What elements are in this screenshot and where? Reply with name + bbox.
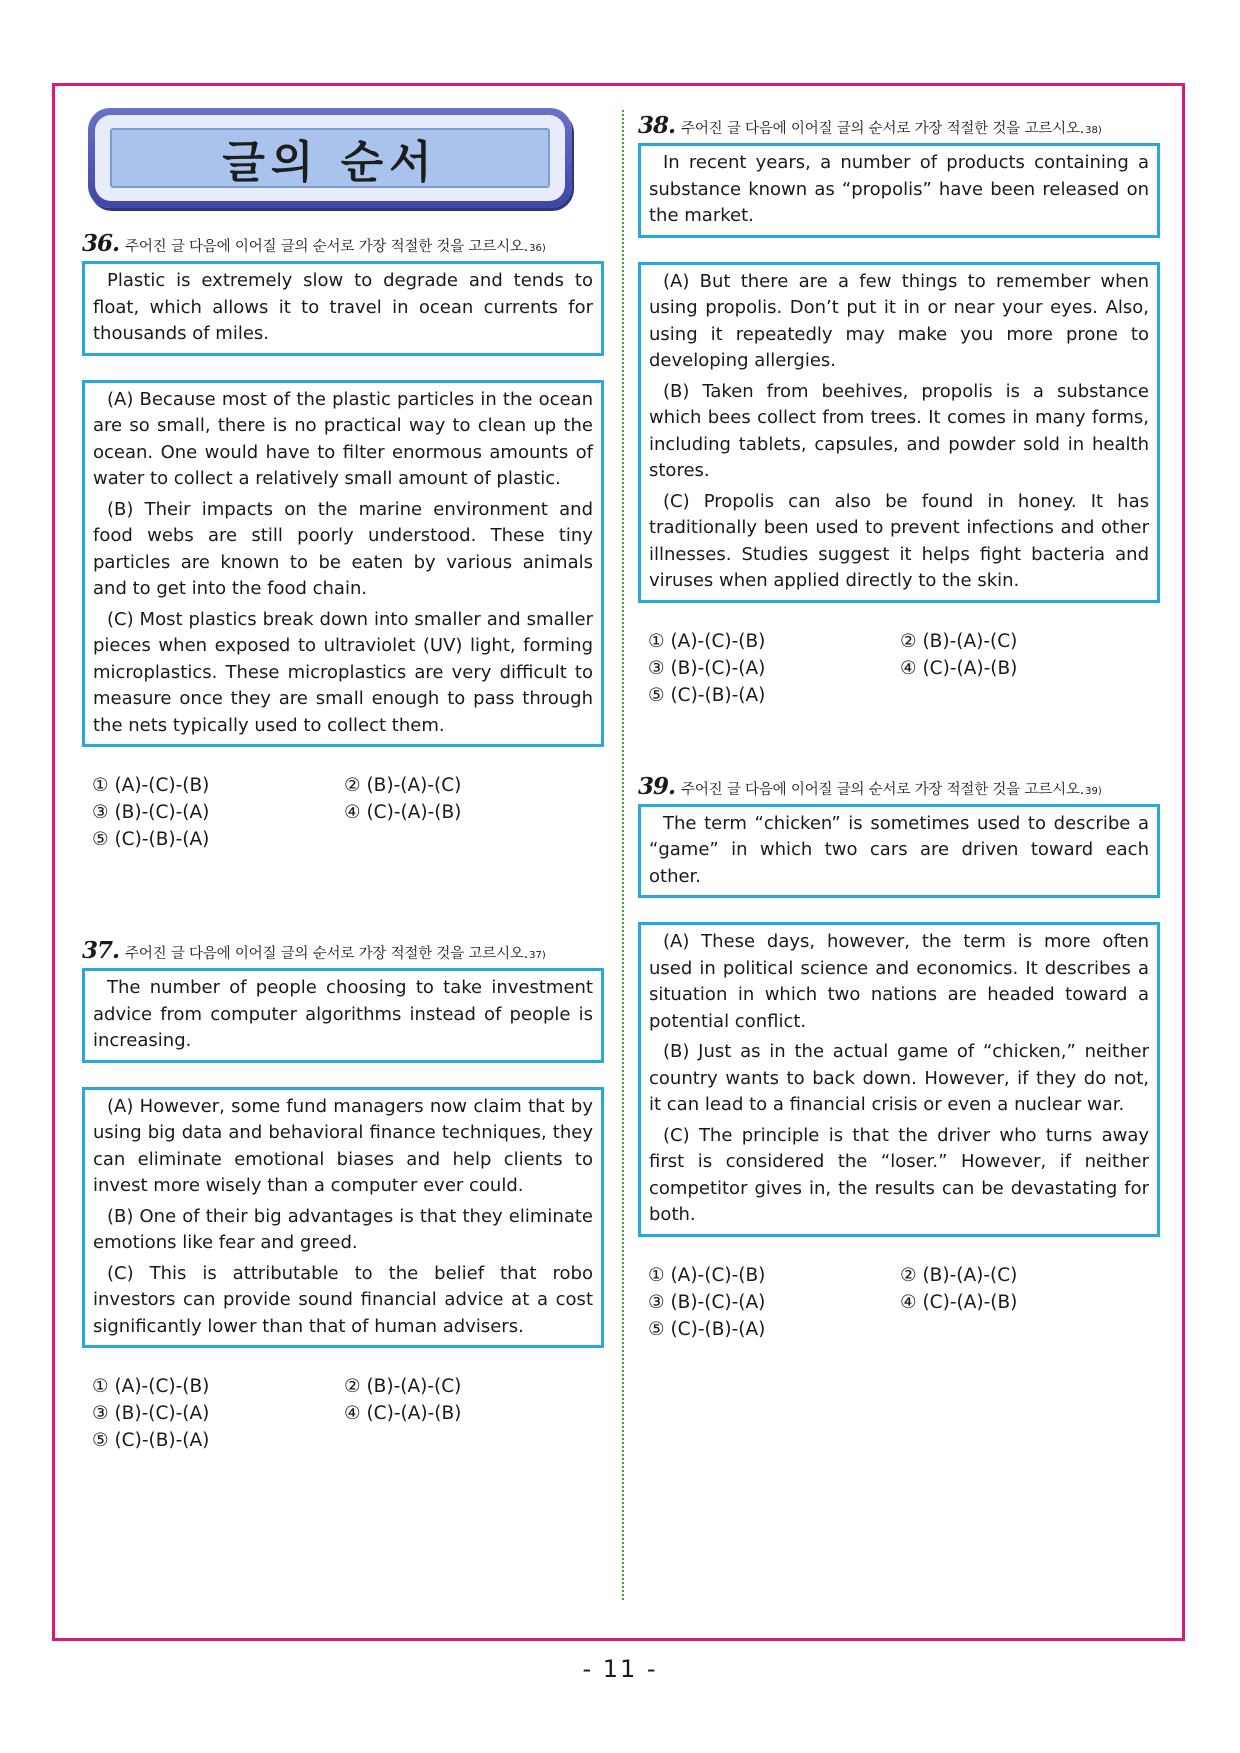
footnote-ref: 36): [529, 243, 546, 254]
choice-1[interactable]: ① (A)-(C)-(B): [648, 630, 766, 652]
intro-text: The term “chicken” is sometimes used to describe a “game” in which two cars are driven toward each other.: [649, 812, 1149, 887]
passages-box: [82, 380, 604, 748]
page-number: - 11 -: [582, 1655, 658, 1683]
choice-5[interactable]: ⑤ (C)-(B)-(A): [92, 829, 210, 850]
choice-4[interactable]: ④ (C)-(A)-(B): [900, 1291, 1018, 1313]
choice-5[interactable]: ⑤ (C)-(B)-(A): [648, 1318, 766, 1340]
passages-box: [82, 1087, 604, 1349]
passage-b: (B) One of their big advantages is that they eliminate emotions like fear and greed.: [93, 1205, 593, 1253]
choice-2[interactable]: ② (B)-(A)-(C): [900, 630, 1018, 652]
question-39: [638, 773, 1160, 1343]
passage-b: (B) Their impacts on the marine environment and food webs are still poorly understood. These tiny particles are known to be eaten by various animals and to get into the food chain.: [93, 498, 593, 599]
choice-3[interactable]: ③ (B)-(C)-(A): [92, 802, 210, 823]
answer-choices: [82, 1373, 604, 1454]
footnote-ref: 39): [1085, 785, 1102, 797]
passage-a: (A) But there are a few things to remember when using propolis. Don’t put it in or near your eyes. Also, using it repeatedly may make you more prone to developing allergies.: [649, 270, 1149, 371]
question-37: [82, 937, 604, 1454]
choice-1[interactable]: ① (A)-(C)-(B): [648, 1264, 766, 1286]
question-38: [638, 112, 1160, 709]
left-column: [82, 108, 604, 1454]
choice-5[interactable]: ⑤ (C)-(B)-(A): [92, 1430, 210, 1451]
passage-c: (C) The principle is that the driver who turns away first is considered the “loser.” However, if neither competitor gives in, the results can be devastating for both.: [649, 1124, 1149, 1225]
choice-2[interactable]: ② (B)-(A)-(C): [344, 1376, 462, 1397]
column-divider: [622, 110, 624, 1600]
question-instruction: 주어진 글 다음에 이어질 글의 순서로 가장 적절한 것을 고르시오.: [681, 121, 1085, 137]
question-number: 36.: [82, 230, 120, 257]
intro-text: Plastic is extremely slow to degrade and tends to float, which allows it to travel in ocean currents for thousands of miles.: [93, 270, 593, 344]
choice-5[interactable]: ⑤ (C)-(B)-(A): [648, 684, 766, 706]
choice-4[interactable]: ④ (C)-(A)-(B): [900, 657, 1018, 679]
passage-b: (B) Taken from beehives, propolis is a substance which bees collect from trees. It comes in many forms, including tablets, capsules, and powder sold in health stores.: [649, 380, 1149, 481]
choice-3[interactable]: ③ (B)-(C)-(A): [92, 1403, 210, 1424]
answer-choices: [638, 628, 1160, 709]
section-title-badge: [88, 108, 572, 208]
passage-a: (A) Because most of the plastic particles in the ocean are so small, there is no practical way to clean up the ocean. One would have to filter enormous amounts of water to collect a relatively small amount of plastic.: [93, 388, 593, 489]
intro-box: [82, 968, 604, 1063]
footnote-ref: 37): [529, 950, 546, 961]
choice-4[interactable]: ④ (C)-(A)-(B): [344, 1403, 462, 1424]
intro-text: In recent years, a number of products containing a substance known as “propolis” have been released on the market.: [649, 152, 1149, 226]
footnote-ref: 38): [1085, 125, 1102, 136]
question-number: 37.: [82, 937, 120, 964]
choice-3[interactable]: ③ (B)-(C)-(A): [648, 657, 766, 679]
passage-c: (C) Most plastics break down into smaller and smaller pieces when exposed to ultraviolet (UV) light, forming microplastics. These microplastics are very difficult to measure once they are small enough to pass through the nets typically used to collect them.: [93, 608, 593, 736]
answer-choices: [638, 1262, 1160, 1343]
passage-c: (C) Propolis can also be found in honey. It has traditionally been used to prevent infections and other illnesses. Studies suggest it helps fight bacteria and viruses when applied directly to the skin.: [649, 490, 1149, 591]
question-instruction: 주어진 글 다음에 이어질 글의 순서로 가장 적절한 것을 고르시오.: [125, 239, 529, 255]
passage-b: (B) Just as in the actual game of “chicken,” neither country wants to back down. However, if they do not, it can lead to a financial crisis or even a nuclear war.: [649, 1041, 1149, 1115]
choice-1[interactable]: ① (A)-(C)-(B): [92, 1376, 210, 1397]
passage-c: (C) This is attributable to the belief that robo investors can provide sound financial advice at a cost significantly lower than that of human advisers.: [93, 1262, 593, 1337]
choice-3[interactable]: ③ (B)-(C)-(A): [648, 1291, 766, 1313]
question-instruction: 주어진 글 다음에 이어질 글의 순서로 가장 적절한 것을 고르시오.: [125, 946, 529, 962]
section-title: 글의 순서: [222, 137, 438, 188]
passages-box: [638, 922, 1160, 1237]
question-number: 39.: [638, 772, 676, 800]
intro-box: [638, 804, 1160, 899]
choice-2[interactable]: ② (B)-(A)-(C): [900, 1264, 1018, 1286]
intro-box: [638, 143, 1160, 238]
passage-a: (A) However, some fund managers now claim that by using big data and behavioral finance techniques, they can eliminate emotional biases and help clients to invest more wisely than a computer ever could.: [93, 1095, 593, 1196]
choice-4[interactable]: ④ (C)-(A)-(B): [344, 802, 462, 823]
passage-a: (A) These days, however, the term is more often used in political science and economics. It describes a situation in which two nations are headed toward a potential conflict.: [649, 931, 1149, 1032]
question-36: [82, 230, 604, 853]
question-instruction: 주어진 글 다음에 이어질 글의 순서로 가장 적절한 것을 고르시오.: [681, 781, 1085, 798]
choice-2[interactable]: ② (B)-(A)-(C): [344, 775, 462, 796]
answer-choices: [82, 772, 604, 853]
passages-box: [638, 262, 1160, 603]
choice-1[interactable]: ① (A)-(C)-(B): [92, 775, 210, 796]
intro-text: The number of people choosing to take investment advice from computer algorithms instead of people is increasing.: [93, 977, 593, 1051]
right-column: [638, 112, 1160, 1343]
intro-box: [82, 261, 604, 356]
question-number: 38.: [638, 112, 676, 139]
